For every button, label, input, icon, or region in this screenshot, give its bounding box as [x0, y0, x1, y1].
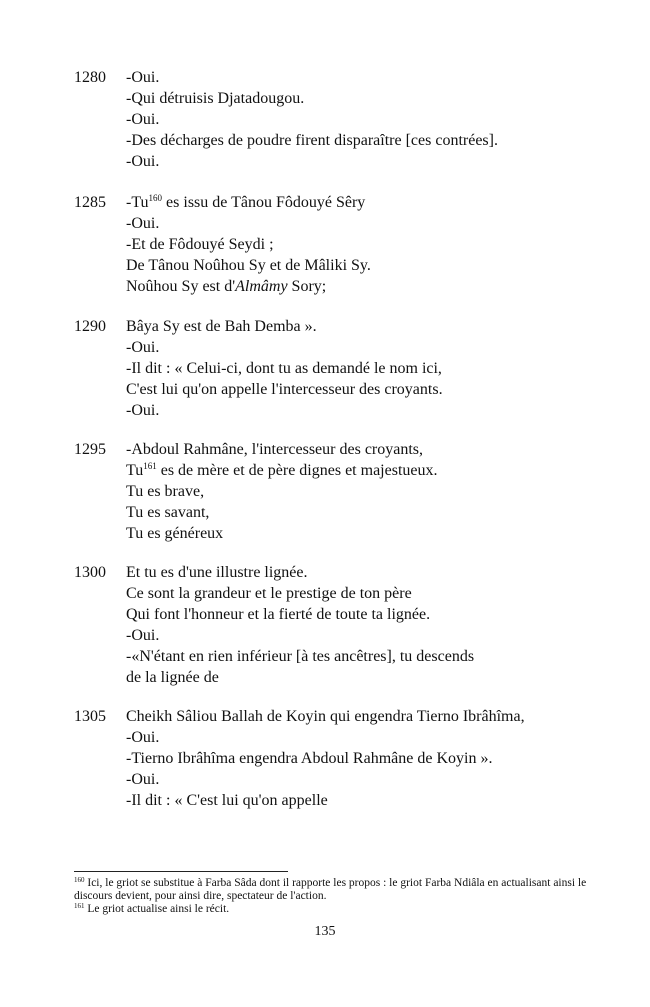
line-number: 1305 [74, 708, 106, 725]
footnote-mark: 161 [74, 902, 85, 910]
verse-line [0, 130, 650, 151]
verse-line [0, 481, 650, 502]
verse-text: C'est lui qu'on appelle l'intercesseur des croyants. [126, 381, 443, 398]
verse-line [0, 748, 650, 769]
page-number: 135 [314, 924, 336, 939]
verse-text: -Oui. [126, 627, 160, 644]
verse-line [0, 667, 650, 688]
verse-line [0, 88, 650, 109]
verse-line [0, 400, 650, 421]
stanza-1285 [0, 192, 650, 297]
verse-line [0, 234, 650, 255]
verse-text: -Oui. [126, 111, 160, 128]
verse-text: -Abdoul Rahmâne, l'intercesseur des croyants, [126, 441, 424, 458]
verse-line [0, 646, 650, 667]
verse-line [0, 790, 650, 811]
footnote-161 [74, 903, 594, 916]
stanza-1295 [0, 439, 650, 544]
footnote-text: Ici, le griot se substitue à Farba Sâda dont il rapporte les propos : le griot Farba Ndiâla en actualisant ainsi le discours devient, pour ainsi dire, spectateur de l'action. [74, 877, 587, 902]
verse-line [0, 67, 650, 88]
verse-text: Bâya Sy est de Bah Demba ». [126, 318, 317, 335]
verse-line [0, 769, 650, 790]
verse-text: De Tânou Noûhou Sy et de Mâliki Sy. [126, 257, 371, 274]
verse-text: -Il dit : « Celui-ci, dont tu as demandé le nom ici, [126, 360, 442, 377]
verse-line [0, 460, 650, 481]
verse-line [0, 727, 650, 748]
verse-line [0, 337, 650, 358]
verse-text: Cheikh Sâliou Ballah de Koyin qui engendra Tierno Ibrâhîma, [126, 708, 525, 725]
verse-text: de la lignée de [126, 669, 219, 686]
verse-line [0, 316, 650, 337]
italic-term: Almâmy [235, 278, 288, 295]
verse-line [0, 109, 650, 130]
verse-text: -Oui. [126, 771, 160, 788]
verse-text: Noûhou Sy est d'Almâmy Sory; [126, 278, 327, 295]
verse-line [0, 625, 650, 646]
line-number: 1300 [74, 564, 106, 581]
verse-line [0, 192, 650, 213]
verse-line [0, 502, 650, 523]
verse-text: -Oui. [126, 402, 160, 419]
verse-line [0, 583, 650, 604]
verse-text: -Oui. [126, 69, 160, 86]
line-number: 1290 [74, 318, 106, 335]
verse-text: Qui font l'honneur et la fierté de toute ta lignée. [126, 606, 431, 623]
verse-line [0, 523, 650, 544]
stanza-1280 [0, 67, 650, 172]
verse-text: -Et de Fôdouyé Seydi ; [126, 236, 274, 253]
verse-line [0, 151, 650, 172]
footnote-divider [74, 871, 288, 872]
verse-text: Tu es généreux [126, 525, 224, 542]
stanza-1300 [0, 562, 650, 688]
verse-line [0, 562, 650, 583]
footnote-text: Le griot actualise ainsi le récit. [84, 903, 230, 915]
footnote-mark: 160 [74, 876, 85, 884]
verse-line [0, 604, 650, 625]
verse-text: -Oui. [126, 153, 160, 170]
verse-line [0, 255, 650, 276]
verse-line [0, 358, 650, 379]
footnote-160 [74, 877, 594, 903]
verse-line [0, 706, 650, 727]
footnote-marker: 161 [143, 461, 157, 471]
verse-text: -Tierno Ibrâhîma engendra Abdoul Rahmâne de Koyin ». [126, 750, 493, 767]
verse-text: -«N'étant en rien inférieur [à tes ancêtres], tu descends [126, 648, 475, 665]
footnotes [74, 877, 594, 916]
verse-text: Tu es savant, [126, 504, 210, 521]
verse-line [0, 213, 650, 234]
verse-text: Tu es brave, [126, 483, 205, 500]
line-number: 1295 [74, 441, 106, 458]
verse-text: -Qui détruisis Djatadougou. [126, 90, 305, 107]
verse-text: -Des décharges de poudre firent disparaître [ces contrées]. [126, 132, 498, 149]
verse-text: Ce sont la grandeur et le prestige de ton père [126, 585, 412, 602]
verse-text: -Tu$^{160}$ es issu de Tânou Fôdouyé Sêry [126, 193, 366, 211]
verse-text: -Oui. [126, 215, 160, 232]
verse-line [0, 379, 650, 400]
verse-text: -Il dit : « C'est lui qu'on appelle [126, 792, 328, 809]
verse-text: Et tu es d'une illustre lignée. [126, 564, 308, 581]
verse-text: Tu$^{161}$ es de mère et de père dignes et majestueux. [126, 461, 438, 479]
verse-text: -Oui. [126, 729, 160, 746]
stanza-1305 [0, 706, 650, 811]
verse-line [0, 439, 650, 460]
stanza-1290 [0, 316, 650, 421]
footnote-marker: 160 [148, 193, 163, 203]
verse-line [0, 276, 650, 297]
line-number: 1285 [74, 194, 106, 211]
verse-text: -Oui. [126, 339, 160, 356]
line-number: 1280 [74, 69, 106, 86]
